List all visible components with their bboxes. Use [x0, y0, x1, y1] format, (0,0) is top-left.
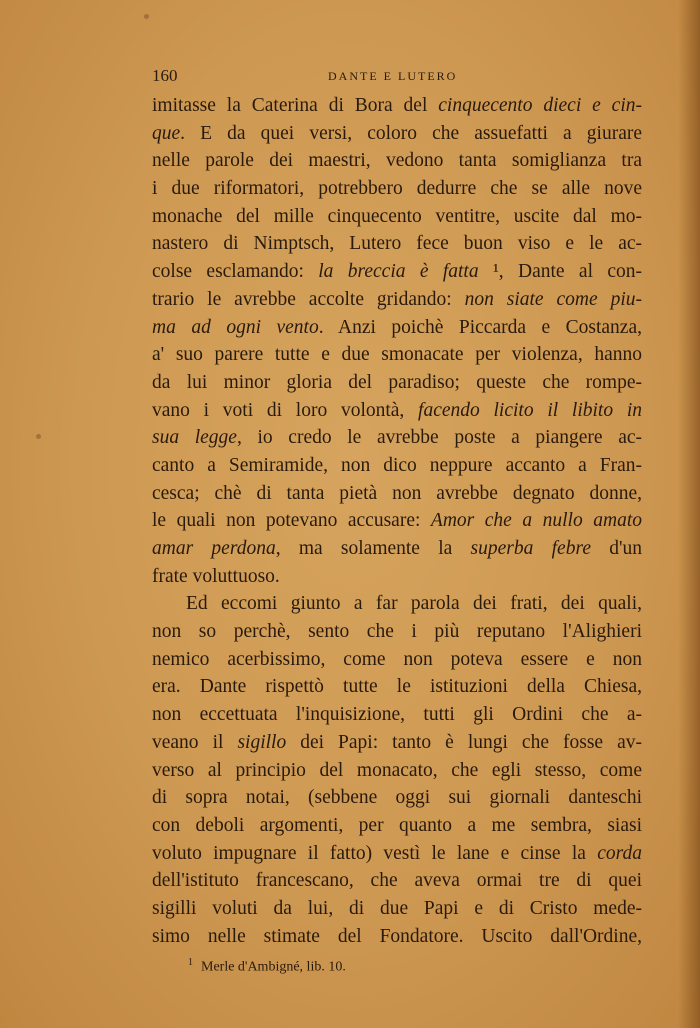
paper-speck: [36, 434, 41, 439]
line-text: sigilli voluti da lui, di due Papi e di Cristo mede-: [152, 897, 642, 919]
italic-text: amar perdona: [152, 538, 276, 559]
italic-text: la breccia è fatta: [318, 261, 479, 283]
line-text: . E da quei versi, coloro che assuefatti a giurare: [180, 122, 642, 144]
text-line: [152, 812, 642, 840]
footnote-marker: 1: [188, 957, 193, 968]
text-line: [152, 757, 642, 785]
text-line: [152, 286, 642, 314]
line-text: di sopra notai, (sebbene oggi sui giornali danteschi: [152, 787, 642, 809]
text-line: [152, 729, 642, 757]
line-text: verso al principio del monacato, che egli stesso, come: [152, 759, 642, 781]
line-text: veano il: [152, 731, 238, 753]
italic-text: que: [152, 122, 181, 144]
footnote: [188, 953, 346, 978]
line-text: colse esclamando:: [152, 261, 319, 283]
text-line: [152, 895, 642, 923]
text-line: [152, 92, 642, 120]
text-line: [152, 452, 642, 480]
line-text: dei Papi: tanto è lungi che fosse av-: [286, 731, 642, 753]
line-text: frate voluttuoso.: [152, 565, 280, 587]
line-text: cesca; chè di tanta pietà non avrebbe degnato donne,: [152, 482, 642, 504]
text-line: [152, 258, 642, 286]
body-text: [152, 92, 642, 950]
line-text: i due riformatori, potrebbero dedurre che se alle nove: [152, 178, 642, 200]
line-text: ¹, Dante al con-: [478, 261, 643, 283]
text-line: [152, 230, 642, 258]
text-line: [152, 840, 642, 868]
line-text: nastero di Nimptsch, Lutero fece buon viso e le ac-: [152, 233, 642, 255]
line-text: non eccettuata l'inquisizione, tutti gli Ordini che a-: [152, 704, 642, 726]
text-line: [152, 203, 642, 231]
text-line: [152, 397, 642, 425]
italic-text: Amor che a nullo amato: [430, 510, 642, 532]
text-line: [152, 618, 642, 646]
text-line: [152, 175, 642, 203]
italic-text: sua legge: [152, 427, 237, 449]
italic-text: ma ad ogni vento: [152, 316, 319, 338]
italic-text: non siate come piu-: [464, 288, 642, 310]
text-line: [152, 369, 642, 397]
line-text: d'un: [590, 538, 643, 559]
line-text: a' suo parere tutte e due smonacate per violenza, hanno: [152, 344, 642, 366]
line-text: da lui minor gloria del paradiso; queste che rompe-: [152, 371, 642, 393]
page-edge-shadow: [678, 0, 700, 1028]
line-text: nelle parole dei maestri, vedono tanta somiglianza tra: [152, 150, 642, 172]
italic-text: facendo licito il libito in: [418, 399, 642, 421]
line-text: . Anzi poichè Piccarda e Costanza,: [318, 316, 642, 338]
paper-speck: [144, 14, 149, 19]
footnote-text: Merle d'Ambigné, lib. 10.: [201, 959, 346, 975]
text-line: [152, 341, 642, 369]
line-text: , ma solamente la: [275, 538, 471, 559]
text-line: [152, 535, 642, 563]
line-text: vano i voti di loro volontà,: [152, 399, 419, 421]
line-text: canto a Semiramide, non dico neppure accanto a Fran-: [152, 454, 642, 476]
text-line: [152, 480, 642, 508]
running-title: DANTE E LUTERO: [328, 69, 458, 83]
text-line: [152, 673, 642, 701]
line-text: era. Dante rispettò tutte le istituzioni della Chiesa,: [152, 676, 642, 698]
line-text: nemico acerbissimo, come non poteva essere e non: [152, 648, 642, 670]
text-line: [152, 923, 642, 951]
line-text: voluto impugnare il fatto) vestì le lane e cinse la: [152, 842, 598, 864]
text-line: [152, 701, 642, 729]
text-line: [152, 784, 642, 812]
italic-text: superba febre: [470, 538, 591, 559]
italic-text: corda: [597, 842, 642, 864]
line-text: monache del mille cinquecento ventitre, uscite dal mo-: [152, 205, 642, 227]
line-text: , io credo le avrebbe poste a piangere ac-: [236, 427, 642, 449]
page-header: [152, 66, 642, 88]
text-line: [152, 867, 642, 895]
text-line: [152, 120, 642, 148]
italic-text: sigillo: [237, 731, 287, 753]
text-line: [152, 563, 642, 591]
line-text: dell'istituto francescano, che aveva ormai tre di quei: [152, 870, 642, 892]
text-line: [152, 314, 642, 342]
line-text: simo nelle stimate del Fondatore. Uscito dall'Ordine,: [152, 925, 642, 947]
line-text: Ed eccomi giunto a far parola dei frati, dei quali,: [186, 593, 642, 615]
line-text: le quali non potevano accusare:: [152, 510, 431, 532]
text-line: [152, 507, 642, 535]
line-text: non so perchè, sento che i più reputano l'Alighieri: [152, 621, 642, 643]
text-line: [152, 590, 642, 618]
italic-text: cinquecento dieci e cin-: [438, 95, 642, 116]
text-line: [152, 646, 642, 674]
line-text: imitasse la Caterina di Bora del: [152, 95, 439, 116]
text-line: [152, 147, 642, 175]
line-text: trario le avrebbe accolte gridando:: [152, 288, 465, 310]
page-number: 160: [152, 66, 178, 85]
text-line: [152, 424, 642, 452]
line-text: con deboli argomenti, per quanto a me sembra, siasi: [152, 814, 642, 836]
